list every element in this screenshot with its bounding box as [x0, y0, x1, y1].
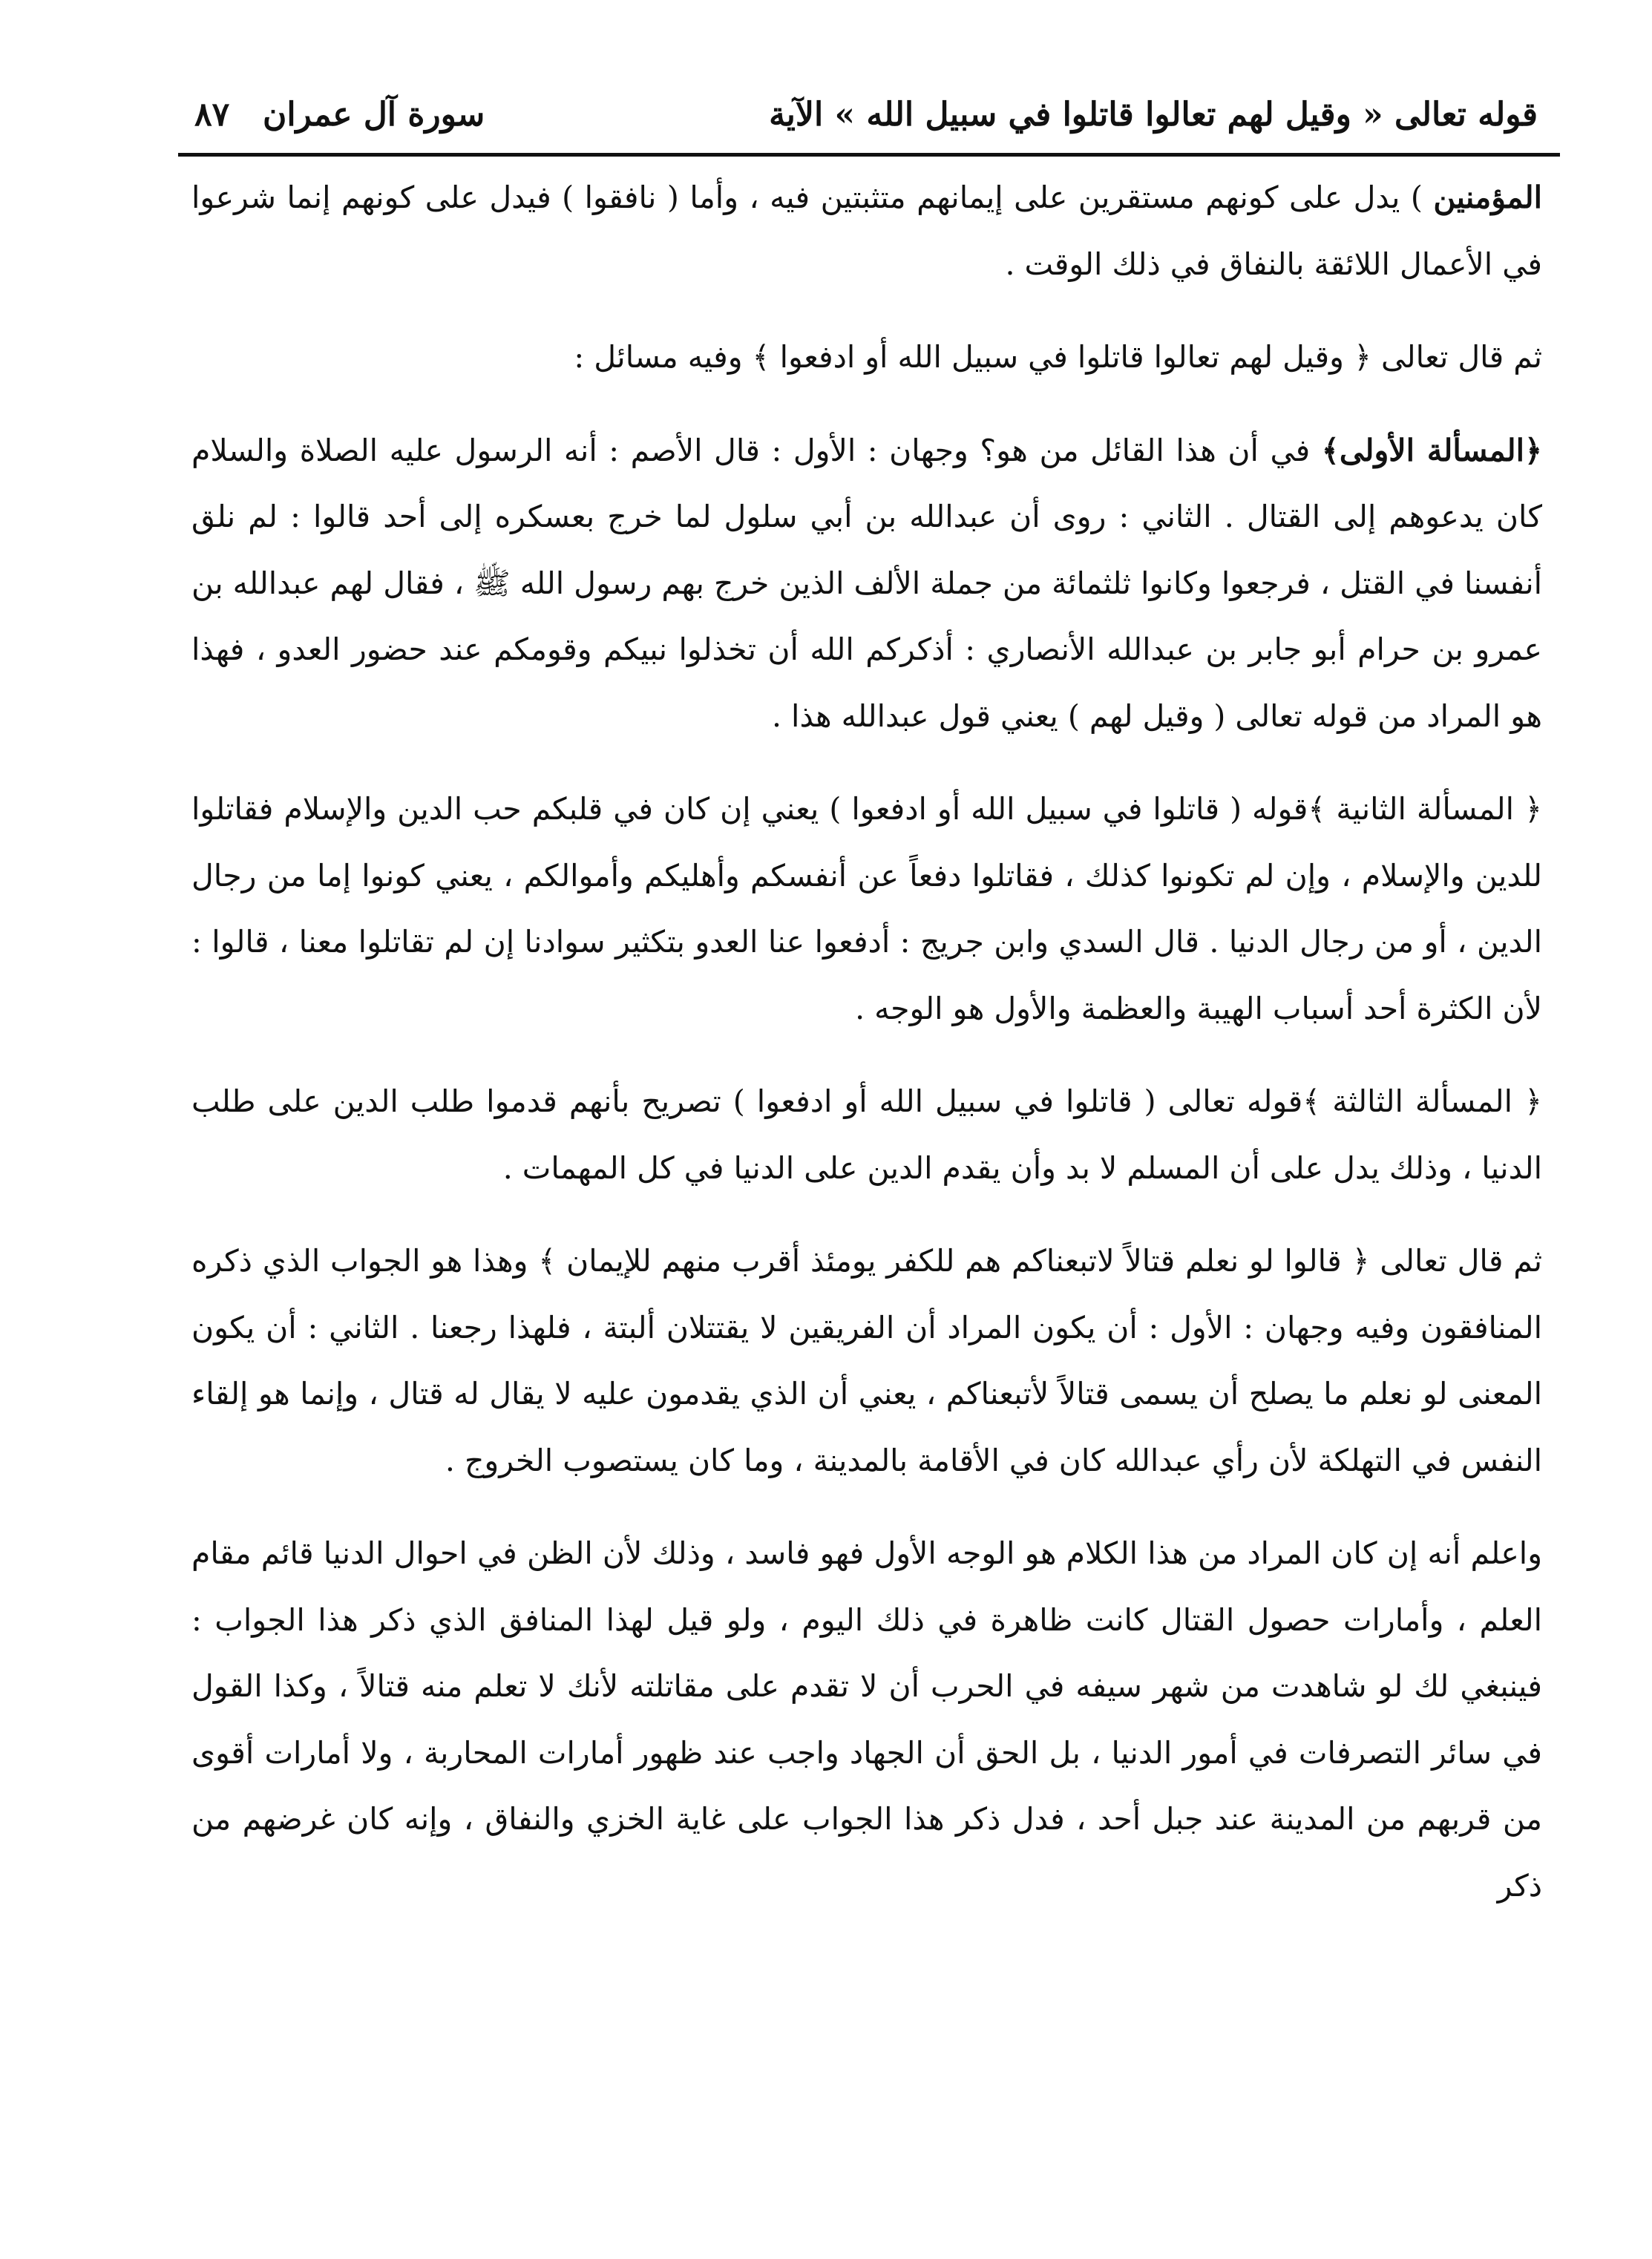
header-rule — [178, 153, 1560, 157]
paragraph-first-issue — [191, 418, 1542, 750]
paragraph-third-issue — [191, 1069, 1542, 1201]
header-title: قوله تعالى « وقيل لهم تعالوا قاتلوا في سبيل الله » الآية — [769, 96, 1538, 134]
paragraph-text: قوله تعالى ( قاتلوا في سبيل الله أو ادفعوا ) تصريح بأنهم قدموا طلب الدين على طلب الدنيا ، وذلك يدل على أن المسلم لا بد وأن يقدم الدين على الدنيا في كل المهمات . — [191, 1083, 1542, 1186]
running-header — [194, 88, 1538, 142]
paragraph-text: في أن هذا القائل من هو؟ وجهان : الأول : قال الأصم : أنه الرسول عليه الصلاة والسلام كان يدعوهم إلى القتال . الثاني : روى أن عبدالله بن أبي سلول لما خرج بعسكره إلى أحد قالوا : لم نلق أنفسنا في القتل ، فرجعوا وكانوا ثلثمائة من جملة الألف الذين خرج بهم رسول الله ﷺ ، فقال لهم عبدالله بن عمرو بن حرام أبو جابر بن عبدالله الأنصاري : أذكركم الله أن تخذلوا نبيكم وقومكم عند حضور العدو ، فهذا هو المراد من قوله تعالى ( وقيل لهم ) يعني قول عبدالله هذا . — [191, 432, 1542, 734]
paragraph-lead: ﴿المسألة الأولى﴾ — [1321, 432, 1543, 468]
paragraph-know-that — [191, 1521, 1542, 1919]
paragraph-second-issue — [191, 776, 1542, 1042]
paragraph-text: ) يدل على كونهم مستقرين على إيمانهم متثبتين فيه ، وأما ( نافقوا ) فيدل على كونهم إنما شرعوا في الأعمال اللائقة بالنفاق في ذلك الوقت . — [191, 180, 1542, 282]
paragraph-text: ثم قال تعالى ﴿ قالوا لو نعلم قتالاً لاتبعناكم هم للكفر يومئذ أقرب منهم للإيمان ﴾ وهذا هو الجواب الذي ذكره المنافقون وفيه وجهان : الأول : أن يكون المراد أن الفريقين لا يقتتلان ألبتة ، فلهذا رجعنا . الثاني : أن يكون المعنى لو نعلم ما يصلح أن يسمى قتالاً لأتبعناكم ، يعني أن الذي يقدمون عليه لا يقال له قتال ، وإنما هو إلقاء النفس في التهلكة لأن رأي عبدالله كان في الأقامة بالمدينة ، وما كان يستصوب الخروج . — [191, 1243, 1542, 1478]
paragraph-continuation — [191, 165, 1542, 298]
paragraph-lead: المؤمنين — [1433, 180, 1542, 215]
paragraph-lead: ﴿ المسألة الثالثة ﴾ — [1302, 1083, 1542, 1119]
paragraph-lead: ﴿ المسألة الثانية ﴾ — [1308, 791, 1542, 827]
header-surah-name: سورة آل عمران — [263, 96, 485, 134]
page-number: ٨٧ — [194, 96, 230, 134]
paragraph-hypocrites-answer — [191, 1228, 1542, 1494]
paragraph-text: ثم قال تعالى ﴿ وقيل لهم تعالوا قاتلوا في سبيل الله أو ادفعوا ﴾ وفيه مسائل : — [574, 339, 1542, 375]
paragraph-text: قوله ( قاتلوا في سبيل الله أو ادفعوا ) يعني إن كان في قلبكم حب الدين والإسلام فقاتلوا للدين والإسلام ، وإن لم تكونوا كذلك ، فقاتلوا دفعاً عن أنفسكم وأهليكم وأموالكم ، يعني كونوا إما من رجال الدين ، أو من رجال الدنيا . قال السدي وابن جريج : أدفعوا عنا العدو بتكثير سوادنا إن لم تقاتلوا معنا ، قالوا : لأن الكثرة أحد أسباب الهيبة والعظمة والأول هو الوجه . — [191, 791, 1542, 1026]
text-body — [191, 165, 1542, 1919]
paragraph-intro — [191, 324, 1542, 391]
paragraph-text: واعلم أنه إن كان المراد من هذا الكلام هو الوجه الأول فهو فاسد ، وذلك لأن الظن في احوال الدنيا قائم مقام العلم ، وأمارات حصول القتال كانت ظاهرة في ذلك اليوم ، ولو قيل لهذا المنافق الذي ذكر هذا الجواب : فينبغي لك لو شاهدت من شهر سيفه في الحرب أن لا تقدم على مقاتلته لأنك لا تعلم منه قتالاً ، وكذا القول في سائر التصرفات في أمور الدنيا ، بل الحق أن الجهاد واجب عند ظهور أمارات المحاربة ، ولا أمارات أقوى من قربهم من المدينة عند جبل أحد ، فدل ذكر هذا الجواب على غاية الخزي والنفاق ، وإنه كان غرضهم من ذكر — [191, 1535, 1542, 1904]
